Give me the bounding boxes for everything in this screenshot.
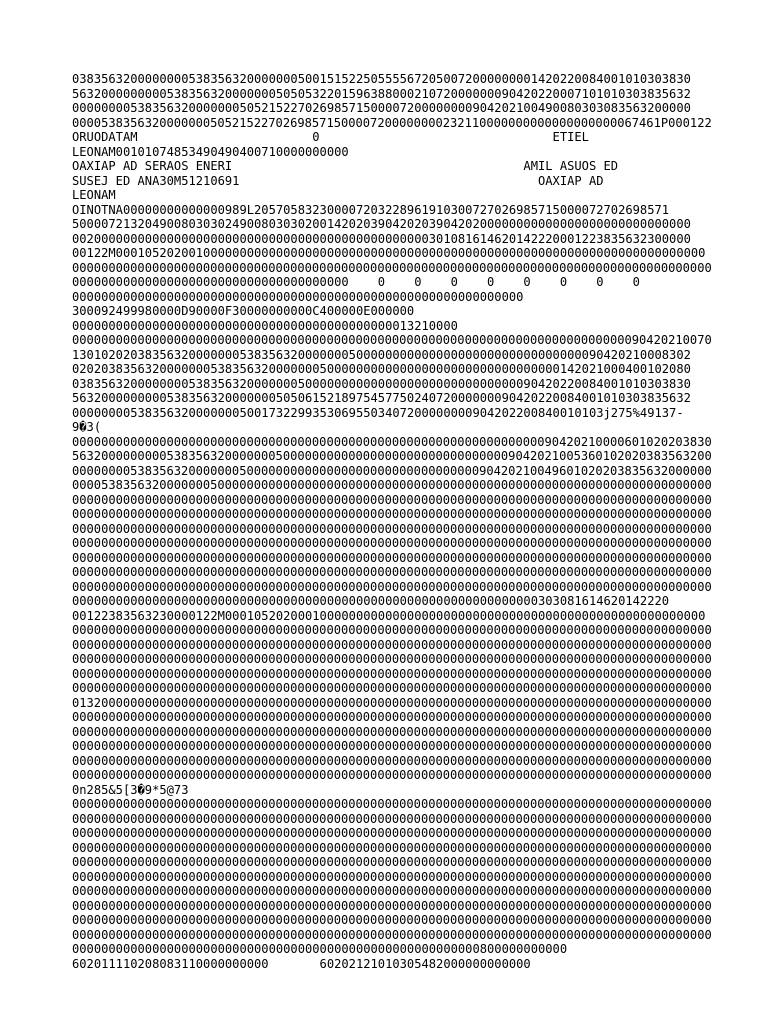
document-line: OAXIAP AD SERAOS ENERI AMIL ASUOS ED: [72, 159, 619, 173]
document-line: 0000000000000000000000000000000000000000000000000000000000000000000000000000000000000000: [72, 652, 712, 666]
document-line: 0000000000000000000000000000000000000000000000000000000000000000000000000000000000000000: [72, 884, 712, 898]
document-line: 0000000053835632000000050000000000000000000000000000000090420210049601020203835632000000: [72, 463, 712, 478]
document-line: 0n285&5[3�9*5@73: [72, 782, 189, 797]
document-line: 000053835632000000050521522702698571500007200000000232110000000000000000000067461P000122: [72, 115, 712, 130]
document-line: 0000000000000000000000000000000000000000000000000000000000000000000000000000000000000000: [72, 768, 712, 782]
document-line: LEONAM: [72, 188, 116, 202]
document-line: 0000000000000000000000000000000000000000000000000000000000000000000000000000000000000000: [72, 565, 712, 579]
document-line: 0000000000000000000000000000000000000000000000000000000000000000000000000000090420210070: [72, 333, 712, 347]
document-line: 300092499980000D90000F30000000000C400000E000000: [72, 304, 415, 318]
document-line: 0000000000000000000000000000000000000000000000000000000000000000000000000000000000000000: [72, 666, 712, 681]
document-line: 0000538356320000000500000000000000000000000000000000000000000000000000000000000000000000: [72, 478, 712, 492]
document-line: 0000000000000000000000000000000000000000000000000000000000000000000000000000000000000000: [72, 826, 712, 840]
document-line: 0000000000000000000000000000000000000000000000000000000000000000000000000000000000000000: [72, 913, 712, 927]
document-line: 00000000000000000000000000000000000000000000000000000000800000000000: [72, 942, 568, 956]
document-line: 0132000000000000000000000000000000000000000000000000000000000000000000000000000000000000: [72, 695, 712, 710]
document-line: 0000000000000000000000000000000000000000000000000000000000000000000000000000000000000000: [72, 724, 712, 739]
document-line: SUSEJ ED ANA30M51210691 OAXIAP AD: [72, 173, 604, 188]
document-line: 0000000053835632000000050521522702698571500007200000000904202100490080303083563200000: [72, 101, 691, 115]
document-line: 0000000000000000000000000000000000000000000000000000000000000000000000000000000000000000: [72, 536, 712, 550]
document-line: 0000000000000000000000000000000000000000000000000000000000000000000000000000000000000000: [72, 637, 712, 652]
document-line: 0000000000000000000000000000000000000000000000000000000000000000000000000000000000000000: [72, 898, 712, 913]
document-line: 0000000000000000000000000000000000000000000000000000000000000000000000000000000000000000: [72, 753, 712, 768]
document-line: ORUODATAM 0 ETIEL: [72, 130, 589, 144]
document-line: 0000000000000000000000000000000000000000000000000000000000000000000000000000000000000000: [72, 579, 712, 594]
document-line: 0383563200000000538356320000000500151522505555672050072000000001420220084001010303830: [72, 72, 691, 86]
document-line: 0000000000000000000000000000000000000000000000000000000000000000000000000000000000000000: [72, 260, 712, 275]
document-line: 0000000000000000000000000000000000000000000000000000000000000000303081614620142220: [72, 594, 670, 608]
document-line: 00000000000000000000000000000000000000000000000000000000000000: [72, 289, 524, 304]
document-line: 5000072132049008030302490080303020014202039042020390420200000000000000000000000000000: [72, 217, 691, 231]
document-line: 00000000000000000000000000000000000000 0 0 0 0 0 0 0 0: [72, 275, 640, 289]
document-line: 00000000000000000000000000000000000000000000013210000: [72, 318, 458, 333]
document-line: 0000000000000000000000000000000000000000000000000000000000000000000000000000000000000000: [72, 623, 712, 637]
document-line: 00122M000105202001000000000000000000000000000000000000000000000000000000000000000000000: [72, 246, 706, 260]
document-line: 5632000000000538356320000000505061521897545775024072000000090420220084001010303835632: [72, 391, 691, 405]
document-line: 0000000000000000000000000000000000000000000000000000000000000000000000000000000000000000: [72, 507, 712, 521]
document-line: 9�3(: [72, 420, 102, 434]
document-line: 0000000000000000000000000000000000000000000000000000000000000000000000000000000000000000: [72, 927, 712, 942]
document-line: 1301020203835632000000053835632000000050000000000000000000000000000000090420210008302: [72, 347, 691, 362]
document-line: 0000000000000000000000000000000000000000000000000000000000000000000000000000000000000000: [72, 710, 712, 724]
document-line: 0020000000000000000000000000000000000000000000000301081614620142220001223835632300000: [72, 231, 691, 246]
document-line: 0000000000000000000000000000000000000000000000000000000000000000000000000000000000000000: [72, 869, 712, 884]
document-line: 0000000000000000000000000000000000000000000000000000000000000000000000000000000000000000: [72, 855, 712, 869]
document-line: 602011110208083110000000000 60202121010305482000000000000: [72, 956, 531, 971]
document-body: [72, 72, 712, 971]
document-line: 0000000000000000000000000000000000000000000000000000000000000000000000000000000000000000: [72, 550, 712, 565]
document-line: 0000000053835632000000050017322993530695503407200000000904202200840010103j275%49137-: [72, 405, 684, 420]
document-line: 0000000000000000000000000000000000000000000000000000000000000000000000000000000000000000: [72, 521, 712, 536]
document-line: 0202038356320000000538356320000000500000000000000000000000000000000142021000400102080: [72, 362, 691, 376]
document-line: 0000000000000000000000000000000000000000000000000000000000000000000000000000000000000000: [72, 840, 712, 855]
document-line: 0383563200000000538356320000000500000000000000000000000000000090420220084001010303830: [72, 376, 691, 391]
document-line: 0000000000000000000000000000000000000000000000000000000000000000000000000000000000000000: [72, 739, 712, 753]
document-line: 0000000000000000000000000000000000000000000000000000000000000000090420210000601020203830: [72, 434, 712, 449]
document-line: 0000000000000000000000000000000000000000000000000000000000000000000000000000000000000000: [72, 492, 712, 507]
document-line: 00122383563230000122M000105202000100000000000000000000000000000000000000000000000000000: [72, 608, 706, 623]
document-line: 5632000000000538356320000000505053220159638800021072000000090420220007101010303835632: [72, 86, 691, 101]
document-line: LEONAM00101074853490490400710000000000: [72, 144, 349, 159]
document-line: 5632000000000538356320000000500000000000000000000000000000009042021005360102020383563200: [72, 449, 712, 463]
document-line: 0000000000000000000000000000000000000000000000000000000000000000000000000000000000000000: [72, 681, 712, 695]
document-line: 0000000000000000000000000000000000000000000000000000000000000000000000000000000000000000: [72, 811, 712, 826]
document-line: OINOTNA00000000000000989L205705832300007203228961910300727026985715000072702698571: [72, 202, 670, 217]
document-line: 0000000000000000000000000000000000000000000000000000000000000000000000000000000000000000: [72, 797, 712, 811]
